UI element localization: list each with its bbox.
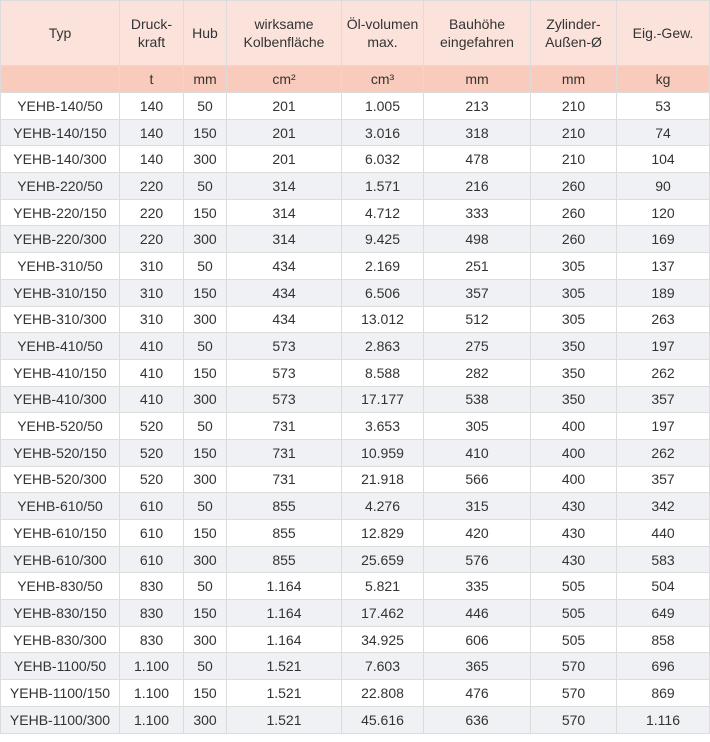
type-cell: YEHB-830/50 xyxy=(1,573,120,600)
value-cell: 263 xyxy=(617,306,710,333)
value-cell: 342 xyxy=(617,493,710,520)
value-cell: 5.821 xyxy=(342,573,424,600)
value-cell: 220 xyxy=(120,173,184,200)
value-cell: 357 xyxy=(617,466,710,493)
value-cell: 858 xyxy=(617,626,710,653)
value-cell: 300 xyxy=(184,306,227,333)
value-cell: 251 xyxy=(424,253,531,280)
value-cell: 434 xyxy=(227,253,342,280)
type-cell: YEHB-310/300 xyxy=(1,306,120,333)
value-cell: 300 xyxy=(184,546,227,573)
table-row xyxy=(1,413,710,440)
value-cell: 305 xyxy=(531,306,617,333)
type-cell: YEHB-410/150 xyxy=(1,359,120,386)
value-cell: 400 xyxy=(531,413,617,440)
table-row xyxy=(1,680,710,707)
value-cell: 649 xyxy=(617,600,710,627)
value-cell: 137 xyxy=(617,253,710,280)
value-cell: 1.164 xyxy=(227,600,342,627)
value-cell: 610 xyxy=(120,546,184,573)
value-cell: 446 xyxy=(424,600,531,627)
value-cell: 430 xyxy=(531,546,617,573)
value-cell: 4.712 xyxy=(342,199,424,226)
value-cell: 260 xyxy=(531,173,617,200)
value-cell: 335 xyxy=(424,573,531,600)
value-cell: 50 xyxy=(184,573,227,600)
value-cell: 315 xyxy=(424,493,531,520)
value-cell: 420 xyxy=(424,520,531,547)
table-row xyxy=(1,386,710,413)
value-cell: 6.032 xyxy=(342,146,424,173)
value-cell: 1.116 xyxy=(617,706,710,733)
type-cell: YEHB-220/50 xyxy=(1,173,120,200)
value-cell: 855 xyxy=(227,520,342,547)
value-cell: 731 xyxy=(227,466,342,493)
value-cell: 350 xyxy=(531,359,617,386)
value-cell: 696 xyxy=(617,653,710,680)
value-cell: 570 xyxy=(531,680,617,707)
value-cell: 520 xyxy=(120,466,184,493)
type-cell: YEHB-1100/50 xyxy=(1,653,120,680)
value-cell: 538 xyxy=(424,386,531,413)
table-row xyxy=(1,306,710,333)
value-cell: 201 xyxy=(227,146,342,173)
table-row xyxy=(1,146,710,173)
table-row xyxy=(1,279,710,306)
header-cell: Typ xyxy=(1,1,120,66)
value-cell: 260 xyxy=(531,199,617,226)
value-cell: 140 xyxy=(120,119,184,146)
value-cell: 434 xyxy=(227,306,342,333)
value-cell: 305 xyxy=(531,253,617,280)
type-cell: YEHB-310/50 xyxy=(1,253,120,280)
value-cell: 365 xyxy=(424,653,531,680)
value-cell: 120 xyxy=(617,199,710,226)
header-cell: wirksame Kolbenfläche xyxy=(227,1,342,66)
value-cell: 478 xyxy=(424,146,531,173)
unit-cell: cm³ xyxy=(342,66,424,93)
value-cell: 440 xyxy=(617,520,710,547)
value-cell: 300 xyxy=(184,626,227,653)
value-cell: 520 xyxy=(120,439,184,466)
value-cell: 430 xyxy=(531,493,617,520)
table-row xyxy=(1,333,710,360)
value-cell: 498 xyxy=(424,226,531,253)
value-cell: 169 xyxy=(617,226,710,253)
units-row xyxy=(1,66,710,93)
value-cell: 300 xyxy=(184,386,227,413)
value-cell: 333 xyxy=(424,199,531,226)
type-cell: YEHB-140/150 xyxy=(1,119,120,146)
value-cell: 305 xyxy=(424,413,531,440)
value-cell: 400 xyxy=(531,466,617,493)
type-cell: YEHB-220/300 xyxy=(1,226,120,253)
type-cell: YEHB-520/150 xyxy=(1,439,120,466)
value-cell: 400 xyxy=(531,439,617,466)
value-cell: 576 xyxy=(424,546,531,573)
table-body xyxy=(1,93,710,734)
table-row xyxy=(1,600,710,627)
value-cell: 50 xyxy=(184,93,227,120)
value-cell: 310 xyxy=(120,279,184,306)
type-cell: YEHB-830/300 xyxy=(1,626,120,653)
value-cell: 410 xyxy=(120,386,184,413)
header-cell: Hub xyxy=(184,1,227,66)
value-cell: 476 xyxy=(424,680,531,707)
value-cell: 74 xyxy=(617,119,710,146)
value-cell: 216 xyxy=(424,173,531,200)
table-row xyxy=(1,546,710,573)
type-cell: YEHB-610/50 xyxy=(1,493,120,520)
value-cell: 150 xyxy=(184,359,227,386)
value-cell: 275 xyxy=(424,333,531,360)
value-cell: 434 xyxy=(227,279,342,306)
type-cell: YEHB-220/150 xyxy=(1,199,120,226)
value-cell: 606 xyxy=(424,626,531,653)
value-cell: 350 xyxy=(531,386,617,413)
value-cell: 731 xyxy=(227,439,342,466)
value-cell: 305 xyxy=(531,279,617,306)
value-cell: 314 xyxy=(227,226,342,253)
value-cell: 1.521 xyxy=(227,653,342,680)
value-cell: 1.571 xyxy=(342,173,424,200)
value-cell: 6.506 xyxy=(342,279,424,306)
value-cell: 104 xyxy=(617,146,710,173)
value-cell: 410 xyxy=(120,333,184,360)
value-cell: 300 xyxy=(184,226,227,253)
value-cell: 310 xyxy=(120,253,184,280)
value-cell: 3.016 xyxy=(342,119,424,146)
value-cell: 512 xyxy=(424,306,531,333)
value-cell: 410 xyxy=(120,359,184,386)
value-cell: 262 xyxy=(617,439,710,466)
value-cell: 300 xyxy=(184,146,227,173)
header-row xyxy=(1,1,710,66)
table-row xyxy=(1,226,710,253)
value-cell: 583 xyxy=(617,546,710,573)
value-cell: 213 xyxy=(424,93,531,120)
value-cell: 150 xyxy=(184,439,227,466)
value-cell: 150 xyxy=(184,600,227,627)
value-cell: 197 xyxy=(617,333,710,360)
table-row xyxy=(1,573,710,600)
table-row xyxy=(1,359,710,386)
type-cell: YEHB-1100/300 xyxy=(1,706,120,733)
value-cell: 318 xyxy=(424,119,531,146)
header-cell: Druck-kraft xyxy=(120,1,184,66)
value-cell: 210 xyxy=(531,93,617,120)
unit-cell: mm xyxy=(531,66,617,93)
value-cell: 830 xyxy=(120,573,184,600)
table-row xyxy=(1,93,710,120)
value-cell: 300 xyxy=(184,466,227,493)
unit-cell: mm xyxy=(184,66,227,93)
value-cell: 50 xyxy=(184,653,227,680)
table-row xyxy=(1,253,710,280)
table-row xyxy=(1,626,710,653)
value-cell: 50 xyxy=(184,333,227,360)
value-cell: 1.005 xyxy=(342,93,424,120)
table-row xyxy=(1,706,710,733)
value-cell: 260 xyxy=(531,226,617,253)
value-cell: 505 xyxy=(531,600,617,627)
value-cell: 1.100 xyxy=(120,680,184,707)
value-cell: 314 xyxy=(227,199,342,226)
value-cell: 731 xyxy=(227,413,342,440)
table-row xyxy=(1,119,710,146)
value-cell: 2.863 xyxy=(342,333,424,360)
value-cell: 300 xyxy=(184,706,227,733)
value-cell: 350 xyxy=(531,333,617,360)
table-row xyxy=(1,653,710,680)
value-cell: 430 xyxy=(531,520,617,547)
table-row xyxy=(1,439,710,466)
unit-cell xyxy=(1,66,120,93)
value-cell: 869 xyxy=(617,680,710,707)
value-cell: 830 xyxy=(120,626,184,653)
value-cell: 1.521 xyxy=(227,680,342,707)
value-cell: 45.616 xyxy=(342,706,424,733)
type-cell: YEHB-610/150 xyxy=(1,520,120,547)
value-cell: 573 xyxy=(227,333,342,360)
value-cell: 357 xyxy=(424,279,531,306)
value-cell: 9.425 xyxy=(342,226,424,253)
type-cell: YEHB-410/50 xyxy=(1,333,120,360)
value-cell: 1.164 xyxy=(227,626,342,653)
value-cell: 21.918 xyxy=(342,466,424,493)
header-cell: Eig.-Gew. xyxy=(617,1,710,66)
value-cell: 636 xyxy=(424,706,531,733)
value-cell: 220 xyxy=(120,226,184,253)
type-cell: YEHB-1100/150 xyxy=(1,680,120,707)
value-cell: 1.521 xyxy=(227,706,342,733)
value-cell: 855 xyxy=(227,493,342,520)
value-cell: 197 xyxy=(617,413,710,440)
value-cell: 150 xyxy=(184,199,227,226)
header-cell: Zylinder-Außen-Ø xyxy=(531,1,617,66)
value-cell: 1.100 xyxy=(120,706,184,733)
value-cell: 504 xyxy=(617,573,710,600)
value-cell: 201 xyxy=(227,119,342,146)
value-cell: 830 xyxy=(120,600,184,627)
value-cell: 855 xyxy=(227,546,342,573)
value-cell: 570 xyxy=(531,706,617,733)
type-cell: YEHB-610/300 xyxy=(1,546,120,573)
value-cell: 505 xyxy=(531,626,617,653)
value-cell: 53 xyxy=(617,93,710,120)
value-cell: 150 xyxy=(184,680,227,707)
type-cell: YEHB-140/50 xyxy=(1,93,120,120)
value-cell: 10.959 xyxy=(342,439,424,466)
value-cell: 1.164 xyxy=(227,573,342,600)
table-row xyxy=(1,520,710,547)
type-cell: YEHB-520/300 xyxy=(1,466,120,493)
table-row xyxy=(1,493,710,520)
value-cell: 4.276 xyxy=(342,493,424,520)
value-cell: 314 xyxy=(227,173,342,200)
value-cell: 573 xyxy=(227,359,342,386)
value-cell: 566 xyxy=(424,466,531,493)
value-cell: 282 xyxy=(424,359,531,386)
value-cell: 410 xyxy=(424,439,531,466)
type-cell: YEHB-830/150 xyxy=(1,600,120,627)
value-cell: 570 xyxy=(531,653,617,680)
value-cell: 357 xyxy=(617,386,710,413)
unit-cell: cm² xyxy=(227,66,342,93)
unit-cell: mm xyxy=(424,66,531,93)
value-cell: 25.659 xyxy=(342,546,424,573)
type-cell: YEHB-310/150 xyxy=(1,279,120,306)
value-cell: 50 xyxy=(184,413,227,440)
value-cell: 22.808 xyxy=(342,680,424,707)
value-cell: 17.177 xyxy=(342,386,424,413)
value-cell: 520 xyxy=(120,413,184,440)
unit-cell: t xyxy=(120,66,184,93)
unit-cell: kg xyxy=(617,66,710,93)
value-cell: 140 xyxy=(120,146,184,173)
table-row xyxy=(1,199,710,226)
value-cell: 50 xyxy=(184,253,227,280)
value-cell: 150 xyxy=(184,520,227,547)
value-cell: 1.100 xyxy=(120,653,184,680)
value-cell: 90 xyxy=(617,173,710,200)
value-cell: 34.925 xyxy=(342,626,424,653)
value-cell: 150 xyxy=(184,279,227,306)
value-cell: 7.603 xyxy=(342,653,424,680)
value-cell: 8.588 xyxy=(342,359,424,386)
header-cell: Bauhöhe eingefahren xyxy=(424,1,531,66)
header-cell: Öl-volumen max. xyxy=(342,1,424,66)
value-cell: 50 xyxy=(184,173,227,200)
value-cell: 220 xyxy=(120,199,184,226)
value-cell: 505 xyxy=(531,573,617,600)
value-cell: 12.829 xyxy=(342,520,424,547)
value-cell: 310 xyxy=(120,306,184,333)
value-cell: 50 xyxy=(184,493,227,520)
value-cell: 13.012 xyxy=(342,306,424,333)
type-cell: YEHB-140/300 xyxy=(1,146,120,173)
value-cell: 210 xyxy=(531,146,617,173)
table-row xyxy=(1,173,710,200)
value-cell: 17.462 xyxy=(342,600,424,627)
value-cell: 610 xyxy=(120,493,184,520)
table-row xyxy=(1,466,710,493)
value-cell: 573 xyxy=(227,386,342,413)
value-cell: 140 xyxy=(120,93,184,120)
value-cell: 189 xyxy=(617,279,710,306)
value-cell: 2.169 xyxy=(342,253,424,280)
type-cell: YEHB-520/50 xyxy=(1,413,120,440)
value-cell: 210 xyxy=(531,119,617,146)
value-cell: 3.653 xyxy=(342,413,424,440)
value-cell: 201 xyxy=(227,93,342,120)
value-cell: 150 xyxy=(184,119,227,146)
value-cell: 610 xyxy=(120,520,184,547)
type-cell: YEHB-410/300 xyxy=(1,386,120,413)
value-cell: 262 xyxy=(617,359,710,386)
